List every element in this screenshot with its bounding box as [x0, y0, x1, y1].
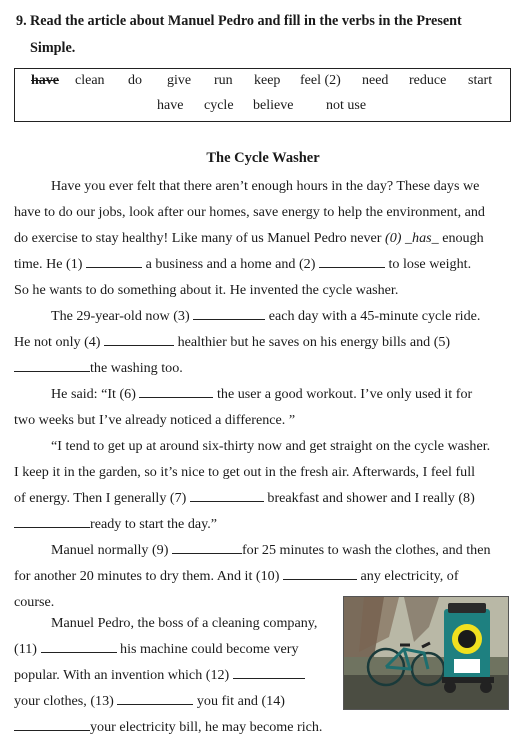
article-line: The 29-year-old now (3) each day with a 45-minute cycle ride.: [14, 303, 511, 329]
article-line: have to do our jobs, look after our homes, save energy to help the environment, and: [14, 204, 485, 220]
article-line: “I tend to get up at around six-thirty now and get straight on the cycle washer.: [51, 438, 491, 454]
instruction-line-2: Simple.: [30, 40, 76, 56]
article-line: Have you ever felt that there aren’t enough hours in the day? These days we: [51, 178, 480, 194]
article-line: the washing too.: [14, 355, 511, 381]
word-have: have: [157, 98, 184, 113]
word-box: [14, 68, 511, 122]
article-line: do exercise to stay healthy! Like many of us Manuel Pedro never (0) _has_ enough: [14, 230, 484, 246]
example-answer: (0) _has_: [385, 230, 439, 246]
answer-blank-7[interactable]: [190, 487, 264, 502]
answer-blank-13[interactable]: [117, 690, 193, 705]
answer-blank-6[interactable]: [139, 383, 213, 398]
article-line: (11) his machine could become very: [14, 636, 334, 662]
article-line: your clothes, (13) you fit and (14): [14, 688, 334, 714]
exercise-number: 9.: [16, 13, 27, 29]
instruction-line-1: Read the article about Manuel Pedro and fill in the verbs in the Present: [30, 13, 462, 29]
article-line: two weeks but I’ve already noticed a difference. ”: [14, 412, 296, 428]
article-line: I keep it in the garden, so it’s nice to get out in the fresh air. Afterwards, I feel full: [14, 464, 476, 480]
answer-blank-5[interactable]: [14, 357, 90, 372]
word-run: run: [214, 73, 233, 88]
word-believe: believe: [253, 98, 294, 113]
word-clean: clean: [75, 73, 105, 88]
article-line: He not only (4) healthier but he saves on his energy bills and (5): [14, 329, 511, 355]
article-line: He said: “It (6) the user a good workout. I’ve only used it for: [14, 381, 511, 407]
answer-blank-12[interactable]: [233, 664, 305, 679]
answer-blank-14[interactable]: [14, 716, 90, 731]
cycle-washer-photo: [343, 596, 509, 710]
word-do: do: [128, 73, 142, 88]
answer-blank-1[interactable]: [86, 253, 142, 268]
answer-blank-8[interactable]: [14, 513, 90, 528]
word-start: start: [468, 73, 493, 88]
article-line: ready to start the day.”: [14, 511, 511, 537]
answer-blank-9[interactable]: [172, 539, 242, 554]
article-line: Manuel normally (9) for 25 minutes to wash the clothes, and then: [14, 537, 511, 563]
word-feel: feel (2): [300, 73, 341, 88]
article-title: The Cycle Washer: [206, 150, 320, 166]
article-line: time. He (1) a business and a home and (2) to lose weight.: [14, 251, 511, 277]
article-line: course.: [14, 594, 55, 610]
word-reduce: reduce: [409, 73, 447, 88]
article-line: Manuel Pedro, the boss of a cleaning company,: [51, 615, 318, 631]
article-body-final: [14, 610, 334, 740]
cycle-washer-illustration: [344, 597, 508, 709]
word-have-crossed: have: [31, 73, 59, 88]
word-need: need: [362, 73, 389, 88]
answer-blank-4[interactable]: [104, 331, 174, 346]
word-box-row-2: [15, 98, 510, 118]
answer-blank-3[interactable]: [193, 305, 265, 320]
article-line: popular. With an invention which (12): [14, 662, 334, 688]
article-line: So he wants to do something about it. He invented the cycle washer.: [14, 282, 399, 298]
answer-blank-10[interactable]: [283, 565, 357, 580]
exercise-heading: [16, 8, 516, 62]
word-box-row-1: [15, 73, 510, 93]
answer-blank-11[interactable]: [41, 638, 117, 653]
article-body: [14, 173, 511, 615]
word-cycle: cycle: [204, 98, 234, 113]
article-line: for another 20 minutes to dry them. And it (10) any electricity, of: [14, 563, 511, 589]
article-line: of energy. Then I generally (7) breakfast and shower and I really (8): [14, 485, 511, 511]
word-not-use: not use: [326, 98, 367, 113]
answer-blank-2[interactable]: [319, 253, 385, 268]
word-give: give: [167, 73, 192, 88]
word-keep: keep: [254, 73, 281, 88]
article-line: your electricity bill, he may become rich.: [14, 714, 334, 740]
